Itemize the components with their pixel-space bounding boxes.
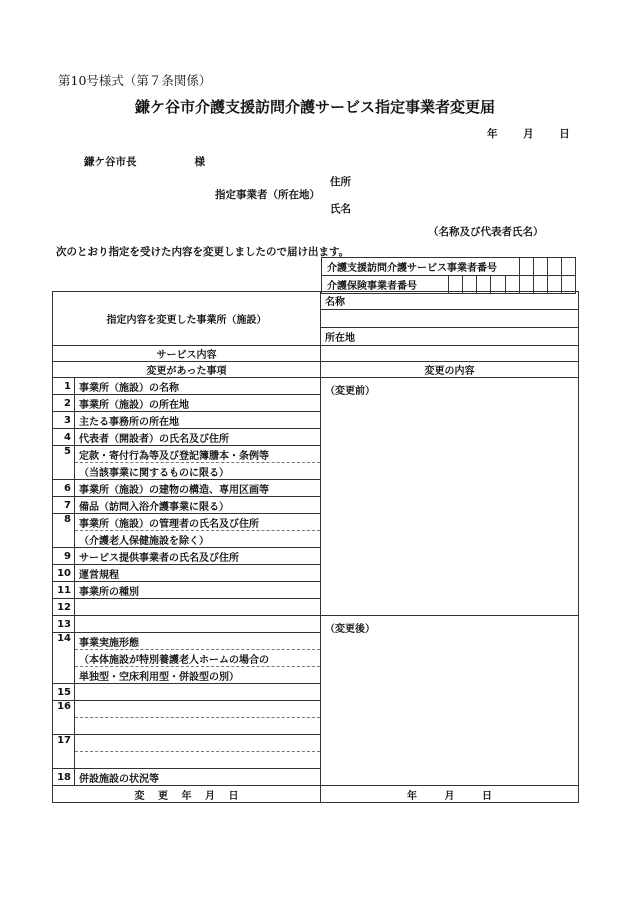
item-number: 6 (53, 480, 75, 497)
address-label: 住所 (330, 176, 351, 188)
service-business-number-label: 介護支援訪問介護サービス事業者番号 (322, 258, 520, 276)
facility-label: 指定内容を変更した事業所（施設） (53, 292, 321, 346)
item-text: （介護老人保健施設を除く） (75, 531, 321, 548)
item-number: 1 (53, 378, 75, 395)
item-text: （当該事業に関するものに限る） (75, 463, 321, 480)
change-content-header: 変更の内容 (321, 362, 579, 378)
item-text: 代表者（開設者）の氏名及び住所 (75, 429, 321, 446)
insurance-business-number-label: 介護保険事業者番号 (322, 276, 449, 294)
item-text: 主たる事務所の所在地 (75, 412, 321, 429)
item-number: 9 (53, 548, 75, 565)
item-text: 事業所の種別 (75, 582, 321, 599)
item-text: 事業所（施設）の建物の構造、専用区画等 (75, 480, 321, 497)
item-text: 事業所（施設）の管理者の氏名及び住所 (75, 514, 321, 531)
item-text: サービス提供事業者の氏名及び住所 (75, 548, 321, 565)
item-text: 定款・寄付行為等及び登記簿謄本・条例等 (75, 446, 321, 463)
item-text[interactable] (75, 701, 321, 718)
name-label: 氏名 (330, 203, 351, 215)
operator-label: 指定事業者（所在地） (215, 189, 320, 201)
before-change-field[interactable] (321, 378, 579, 616)
change-date-label: 変 更 年 月 日 (53, 786, 321, 803)
item-number: 4 (53, 429, 75, 446)
item-number: 15 (53, 684, 75, 701)
item-number: 10 (53, 565, 75, 582)
item-text[interactable] (75, 718, 321, 735)
item-number: 17 (53, 735, 75, 769)
item-number: 16 (53, 701, 75, 735)
item-number: 7 (53, 497, 75, 514)
submission-date: 年 月 日 (487, 128, 570, 140)
change-details-table (52, 291, 579, 803)
digit-box[interactable] (548, 258, 562, 276)
item-number: 2 (53, 395, 75, 412)
digit-box[interactable] (562, 258, 576, 276)
service-field[interactable] (321, 346, 579, 362)
item-number: 12 (53, 599, 75, 616)
item-text[interactable] (75, 752, 321, 769)
facility-name-row (53, 292, 579, 310)
addressee: 鎌ケ谷市長 (84, 156, 137, 168)
item-text[interactable] (75, 599, 321, 616)
item-text: （本体施設が特別養護老人ホームの場合の (75, 650, 321, 667)
service-row (53, 346, 579, 362)
after-change-field[interactable] (321, 616, 579, 786)
item-text[interactable] (75, 616, 321, 633)
after-change-label: （変更後） (325, 624, 375, 635)
digit-box[interactable] (534, 258, 548, 276)
statement-text: 次のとおり指定を受けた内容を変更しましたので届け出ます。 (56, 246, 350, 258)
representative-label: （名称及び代表者氏名） (428, 226, 544, 238)
facility-location-label: 所在地 (321, 328, 579, 346)
item-number: 14 (53, 633, 75, 684)
item-text: 併設施設の状況等 (75, 769, 321, 786)
item-text: 単独型・空床利用型・併設型の別） (75, 667, 321, 684)
item-number: 3 (53, 412, 75, 429)
item-text: 備品（訪問入浴介護事業に限る） (75, 497, 321, 514)
digit-box[interactable] (520, 258, 534, 276)
before-change-label: （変更前） (325, 386, 375, 397)
addressee-line (84, 154, 205, 169)
item-text: 運営規程 (75, 565, 321, 582)
change-date-row (53, 786, 579, 803)
facility-name-label: 名称 (321, 292, 579, 310)
business-number-row (322, 258, 576, 276)
facility-name-field[interactable] (321, 310, 579, 328)
item-number: 8 (53, 514, 75, 548)
item-text[interactable] (75, 684, 321, 701)
item-text: 事業所（施設）の名称 (75, 378, 321, 395)
item-number: 5 (53, 446, 75, 480)
service-label: サービス内容 (53, 346, 321, 362)
document-title: 鎌ケ谷市介護支援訪問介護サービス指定事業者変更届 (134, 98, 495, 116)
column-header-row (53, 362, 579, 378)
item-number: 18 (53, 769, 75, 786)
form-number: 第10号様式（第７条関係） (58, 73, 212, 88)
item-row (53, 378, 579, 395)
changed-items-header: 変更があった事項 (53, 362, 321, 378)
item-text[interactable] (75, 735, 321, 752)
item-number: 11 (53, 582, 75, 599)
item-number: 13 (53, 616, 75, 633)
honorific: 様 (194, 156, 205, 168)
item-text: 事業所（施設）の所在地 (75, 395, 321, 412)
item-text: 事業実施形態 (75, 633, 321, 650)
item-row (53, 616, 579, 633)
change-date-field[interactable]: 年 月 日 (321, 786, 579, 803)
business-number-table (321, 257, 576, 294)
